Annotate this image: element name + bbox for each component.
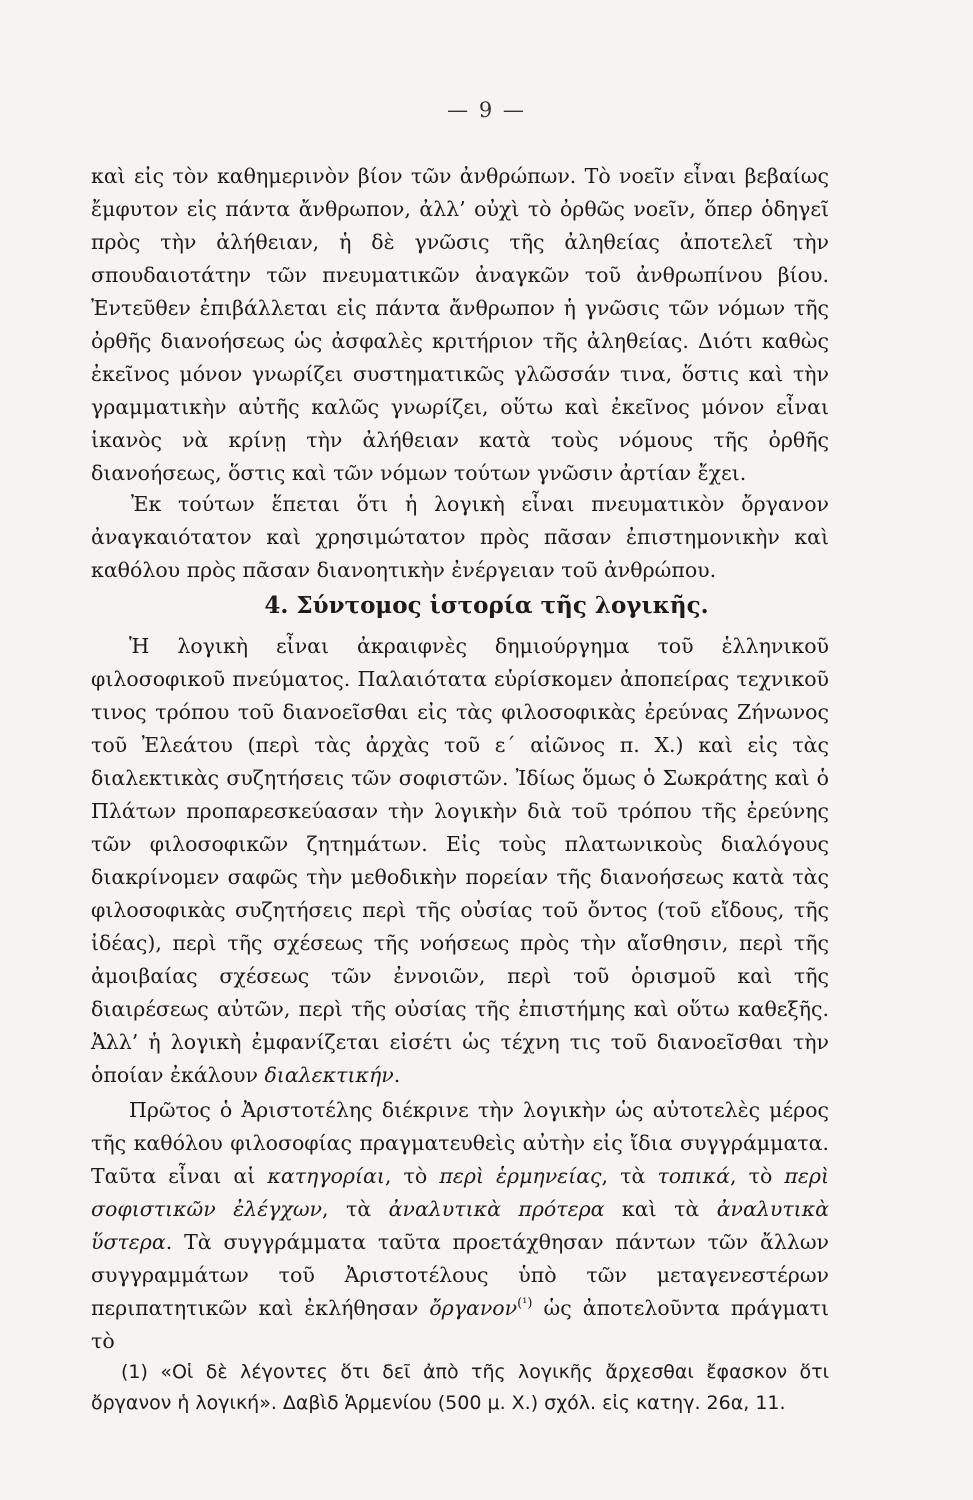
p4-text-c: , τὰ xyxy=(601,1164,658,1188)
p4-text-a: Πρῶτος ὁ Ἀριστοτέλης διέκρινε τὴν λογικὴν ὡς αὐτοτελὲς μέρος τῆς καθόλου φιλοσοφίας πραγματευθεὶς αὐτὴν εἰς ἴδια συγγράμματα. Ταῦτα εἶναι αἱ xyxy=(91,1098,829,1188)
paragraph-3-term: διαλεκτικήν xyxy=(264,1063,394,1087)
section-heading: 4. Σύντομος ἱστορία τῆς λογικῆς. xyxy=(264,592,709,619)
p4-text-b: , τὸ xyxy=(384,1164,440,1188)
p4-text-h: ὡς ἀποτελοῦντα πράγματι τὸ xyxy=(91,1296,829,1353)
p4-text-g: . Τὰ συγγράμματα ταῦτα προετάχθησαν πάντων τῶν ἄλλων συγγραμμάτων τοῦ Ἀριστοτέλους ὑπὸ τῶν μεταγενεστέρων περιπατητικῶν καὶ ἐκλήθησαν xyxy=(91,1230,829,1320)
paragraph-4 xyxy=(91,1094,829,1358)
p4-title-topics: τοπικά xyxy=(657,1164,730,1188)
page-number: — 9 — xyxy=(447,98,526,122)
paragraph-1: καὶ εἰς τὸν καθημερινὸν βίον τῶν ἀνθρώπων. Τὸ νοεῖν εἶναι βεβαίως ἔμφυτον εἰς πάντα ἄνθρωπον, ἀλλ’ οὐχὶ τὸ ὀρθῶς νοεῖν, ὅπερ ὁδηγεῖ πρὸς τὴν ἀλήθειαν, ἡ δὲ γνῶσις τῆς ἀληθείας ἀποτελεῖ τὴν σπουδαιοτάτην τῶν πνευματικῶν ἀναγκῶν τοῦ ἀνθρωπίνου βίου. Ἐντεῦθεν ἐπιβάλλεται εἰς πάντα ἄνθρωπον ἡ γνῶσις τῶν νόμων τῆς ὀρθῆς διανοήσεως ὡς ἀσφαλὲς κριτήριον τῆς ἀληθείας. Διότι καθὼς ἐκεῖνος μόνον γνωρίζει συστηματικῶς γλῶσσάν τινα, ὅστις καὶ τὴν γραμματικὴν αὐτῆς καλῶς γνωρίζει, οὕτω καὶ ἐκεῖνος μόνον εἶναι ἱκανὸς νὰ κρίνῃ τὴν ἀλήθειαν κατὰ τοὺς νόμους τῆς ὀρθῆς διανοήσεως, ὅστις καὶ τῶν νόμων τούτων γνῶσιν ἀρτίαν ἔχει. xyxy=(91,164,829,485)
p4-term-organon: ὄργανον xyxy=(429,1296,518,1320)
p4-text-e: , τὰ xyxy=(322,1197,389,1221)
paragraph-3-text: Ἡ λογικὴ εἶναι ἀκραιφνὲς δημιούργημα τοῦ ἑλληνικοῦ φιλοσοφικοῦ πνεύματος. Παλαιότατα εὑρίσκομεν ἀποπείρας τεχνικοῦ τινος τρόπου τοῦ διανοεῖσθαι εἰς τὰς φιλοσοφικὰς ἐρεύνας Ζήνωνος τοῦ Ἐλεάτου (περὶ τὰς ἀρχὰς τοῦ ε΄ αἰῶνος π. Χ.) καὶ εἰς τὰς διαλεκτικὰς συζητήσεις τῶν σοφιστῶν. Ἰδίως ὅμως ὁ Σωκράτης καὶ ὁ Πλάτων προπαρεσκεύασαν τὴν λογικὴν διὰ τοῦ τρόπου τῆς ἐρεύνης τῶν φιλοσοφικῶν ζητημάτων. Εἰς τοὺς πλατωνικοὺς διαλόγους διακρίνομεν σαφῶς τὴν μεθοδικὴν πορείαν τῆς διανοήσεως κατὰ τὰς φιλοσοφικὰς συζητήσεις περὶ τῆς οὐσίας τοῦ ὄντος (τοῦ εἴδους, τῆς ἰδέας), περὶ τῆς σχέσεως τῆς νοήσεως πρὸς τὴν αἴσθησιν, περὶ τῆς ἀμοιβαίας σχέσεως τῶν ἐννοιῶν, περὶ τοῦ ὁρισμοῦ καὶ τῆς διαιρέσεως αὐτῶν, περὶ τῆς οὐσίας τῆς ἐπιστήμης καὶ οὕτω καθεξῆς. Ἀλλ’ ἡ λογικὴ ἐμφανίζεται εἰσέτι ὡς τέχνη τις τοῦ διανοεῖσθαι τὴν ὁποίαν ἐκάλουν xyxy=(91,634,829,1087)
p4-title-posterior-analytics: ἀναλυτικὰ ὕστερα xyxy=(91,1197,829,1254)
paragraph-3 xyxy=(91,630,829,1092)
p4-title-sophistical: περὶ σοφιστικῶν ἐλέγχων xyxy=(91,1164,829,1221)
footnote: (1) «Οἱ δὲ λέγοντες ὅτι δεῖ ἀπὸ τῆς λογικῆς ἄρχεσθαι ἔφασκον ὅτι ὄργανον ἡ λογική». Δαβὶδ Ἁρμενίου (500 μ. Χ.) σχόλ. εἰς κατηγ. 26α, 11. xyxy=(91,1361,829,1414)
p4-text-d: , τὸ xyxy=(729,1164,785,1188)
p4-title-prior-analytics: ἀναλυτικὰ πρότερα xyxy=(388,1197,605,1221)
p4-title-interpretation: περὶ ἑρμηνείας xyxy=(439,1164,602,1188)
p4-title-categories: κατηγορίαι xyxy=(267,1164,385,1188)
p4-text-f: καὶ τὰ xyxy=(604,1197,717,1221)
footnote-marker: (¹) xyxy=(517,1296,533,1312)
paragraph-3-end: . xyxy=(393,1063,401,1087)
paragraph-2: Ἐκ τούτων ἕπεται ὅτι ἡ λογικὴ εἶναι πνευματικὸν ὄργανον ἀναγκαιότατον καὶ χρησιμώτατον πρὸς πᾶσαν ἐπιστημονικὴν καὶ καθόλου πρὸς πᾶσαν διανοητικὴν ἐνέργειαν τοῦ ἀνθρώπου. xyxy=(91,492,829,582)
